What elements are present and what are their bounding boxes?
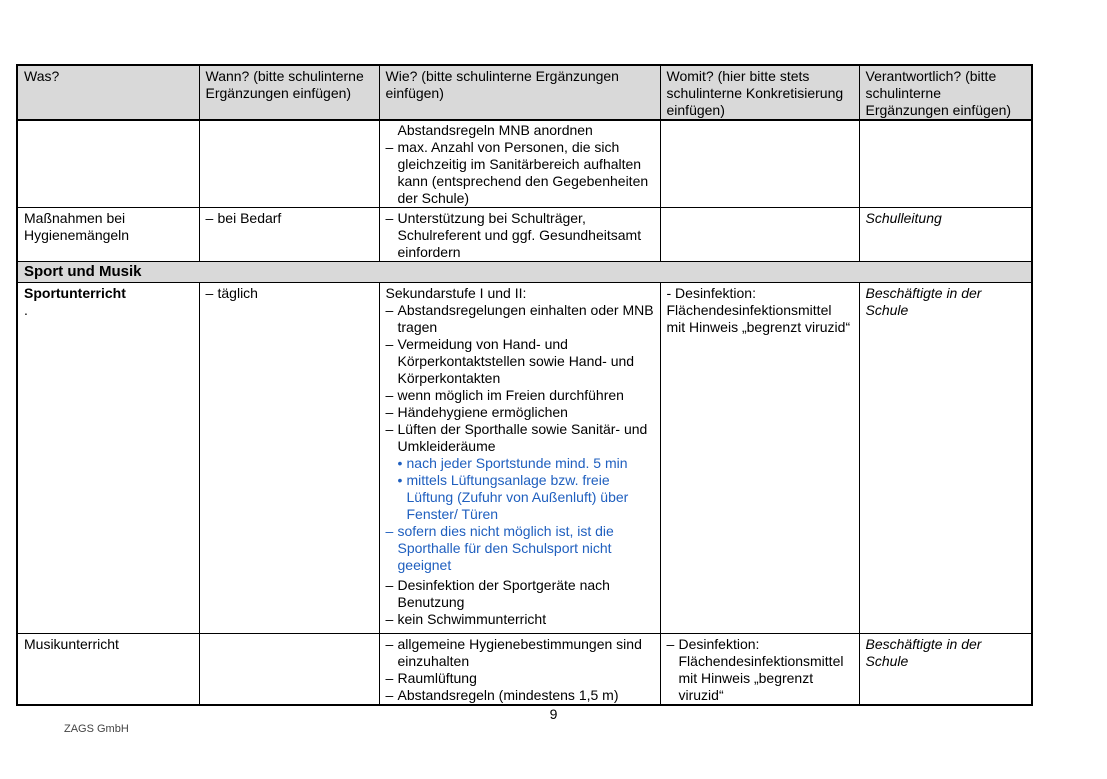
list-item: – Abstandsregelungen einhalten oder MNB tragen <box>386 302 655 336</box>
list-item: – bei Bedarf <box>206 210 374 227</box>
header-wann: Wann? (bitte schulinterne Ergänzungen einfügen) <box>199 65 379 120</box>
table-row <box>17 283 1032 634</box>
table-row <box>17 208 1032 262</box>
list-item: – max. Anzahl von Personen, die sich gleichzeitig im Sanitärbereich aufhalten kann (entsprechend den Gegebenheiten der Schule) <box>386 139 655 207</box>
list-item: – Desinfektion: Flächendesinfektionsmittel mit Hinweis „begrenzt viruzid“ <box>667 636 854 704</box>
section-row <box>17 262 1032 283</box>
cell-with <box>660 208 859 262</box>
cell-when <box>199 208 379 262</box>
cell-with <box>660 634 859 706</box>
cell-with: - Desinfektion: Flächendesinfektionsmittel mit Hinweis „begrenzt viruzid“ <box>660 283 859 634</box>
cell-when <box>199 634 379 706</box>
table-header-row <box>17 65 1032 120</box>
cell-who <box>859 120 1032 208</box>
cell-who: Beschäftigte in der Schule <box>859 283 1032 634</box>
table-row <box>17 120 1032 208</box>
list-item: – Abstandsregeln (mindestens 1,5 m) <box>386 687 655 704</box>
bullet-item: • mittels Lüftungsanlage bzw. freie Lüftung (Zufuhr von Außenluft) über Fenster/ Türen <box>386 472 655 523</box>
how-intro: Sekundarstufe I und II: <box>385 285 527 301</box>
header-wie: Wie? (bitte schulinterne Ergänzungen einfügen) <box>379 65 660 120</box>
list-item: – sofern dies nicht möglich ist, ist die Sporthalle für den Schulsport nicht geeignet <box>386 523 655 574</box>
list-item: – Raumlüftung <box>386 670 655 687</box>
header-womit: Womit? (hier bitte stets schulinterne Konkretisierung einfügen) <box>660 65 859 120</box>
list-item: – Lüften der Sporthalle sowie Sanitär- und Umkleideräume <box>386 421 655 455</box>
list-item: – allgemeine Hygienebestimmungen sind einzuhalten <box>386 636 655 670</box>
row-title-dot: . <box>24 302 28 318</box>
header-verantwortlich: Verantwortlich? (bitte schulinterne Ergänzungen einfügen) <box>859 65 1032 120</box>
cell-how <box>379 120 660 208</box>
list-item: – kein Schwimmunterricht <box>386 611 655 628</box>
table-row <box>17 634 1032 706</box>
bullet-item: • nach jeder Sportstunde mind. 5 min <box>386 455 655 472</box>
cell-who: Beschäftigte in der Schule <box>859 634 1032 706</box>
row-title: Sportunterricht <box>24 285 126 301</box>
section-title: Sport und Musik <box>17 262 1032 283</box>
cell-who: Schulleitung <box>859 208 1032 262</box>
cell-what <box>17 120 199 208</box>
header-was: Was? <box>17 65 199 120</box>
cell-what: Maßnahmen bei Hygienemängeln <box>17 208 199 262</box>
cell-how <box>379 208 660 262</box>
list-item: – Vermeidung von Hand- und Körperkontaktstellen sowie Hand- und Körperkontakten <box>386 336 655 387</box>
list-item: – Desinfektion der Sportgeräte nach Benutzung <box>386 577 655 611</box>
list-item: – Händehygiene ermöglichen <box>386 404 655 421</box>
hygiene-plan-table <box>16 64 1033 706</box>
cell-with <box>660 120 859 208</box>
cell-what: Musikunterricht <box>17 634 199 706</box>
cell-what <box>17 283 199 634</box>
page-number: 9 <box>549 706 558 722</box>
cell-how <box>379 634 660 706</box>
company-name: ZAGS GmbH <box>64 723 129 735</box>
list-item: – Unterstützung bei Schulträger, Schulreferent und ggf. Gesundheitsamt einfordern <box>386 210 655 261</box>
list-item: – wenn möglich im Freien durchführen <box>386 387 655 404</box>
list-item: – täglich <box>206 285 374 302</box>
list-item: Abstandsregeln MNB anordnen <box>397 122 593 138</box>
cell-how <box>379 283 660 634</box>
cell-when <box>199 120 379 208</box>
cell-when <box>199 283 379 634</box>
